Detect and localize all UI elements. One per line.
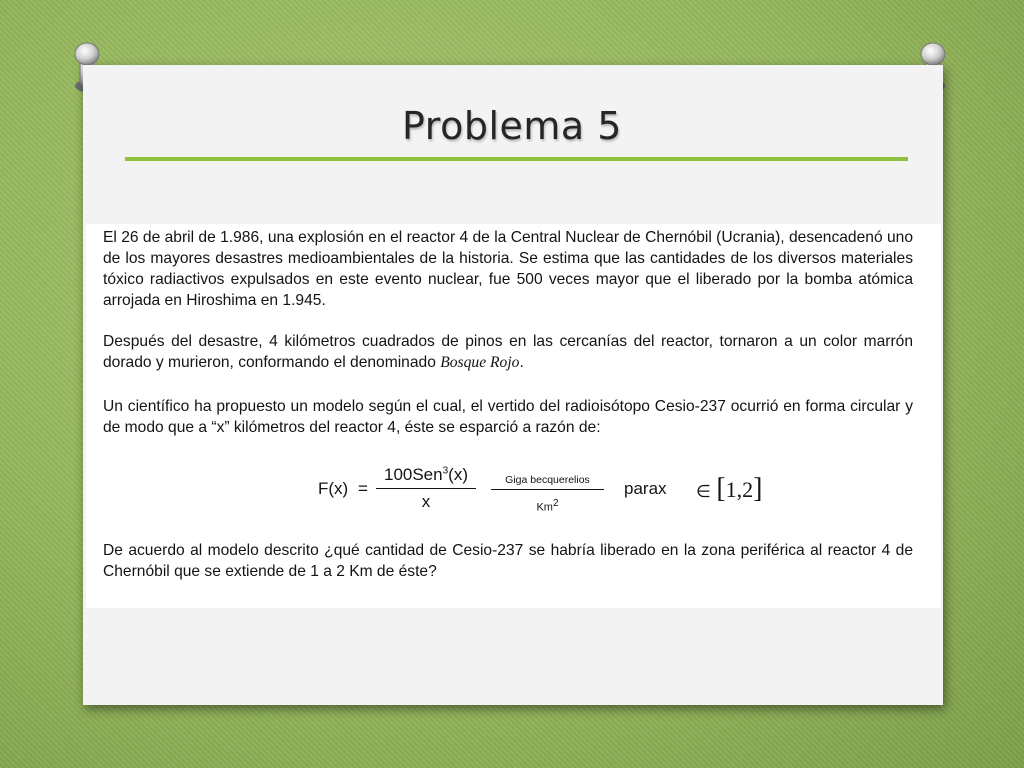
interval-close-bracket: ] (753, 473, 763, 504)
paragraph-intro: El 26 de abril de 1.986, una explosión en el reactor 4 de la Central Nuclear de Chernóbil (Ucrania), desencadenó uno de los mayores desastres medioambientales de la historia. Se estima que las cantidades de los diversos materiales tóxico radiactivos expulsados en este evento nuclear, fue 500 veces mayor que el liberado por la bomba atómica arrojada en Hiroshima en 1.945. (103, 229, 913, 309)
formula-numerator-arg: (x) (448, 465, 468, 484)
formula-numerator (378, 465, 474, 485)
unit-fraction-bar (491, 489, 604, 490)
interval-open-bracket: [ (716, 473, 726, 504)
formula-fraction-bar (376, 488, 476, 489)
unit-numerator: Giga becquerelios (505, 474, 590, 486)
paragraph-red-forest-text: Después del desastre, 4 kilómetros cuadrados de pinos en las cercanías del reactor, tornaron a un color marrón dorado y murieron, conformando el denominado (103, 333, 913, 371)
unit-denominator-exponent: 2 (552, 498, 559, 509)
title-underline (125, 157, 908, 161)
formula-equals: = (358, 479, 368, 498)
rate-formula (86, 462, 941, 522)
element-of-symbol: ∈ (696, 482, 711, 501)
condition-var: x (658, 479, 667, 498)
paragraph-model: Un científico ha propuesto un modelo según el cual, el vertido del radioisótopo Cesio-237 ocurrió en forma circular y de modo que a “x” kilómetros del reactor 4, éste se esparció a razón de: (103, 398, 913, 436)
formula-condition (624, 479, 667, 499)
unit-denominator-base: Km (536, 501, 553, 514)
paragraph-red-forest (103, 331, 913, 373)
formula-numerator-exponent: 3 (442, 465, 449, 477)
problem-statement-box (86, 224, 941, 608)
formula-denominator: x (421, 492, 431, 511)
formula-numerator-base: 100Sen (383, 465, 443, 484)
paragraph-red-forest-end: . (519, 354, 524, 371)
formula-lhs: F(x) (318, 479, 349, 498)
condition-word: para (624, 479, 659, 498)
interval-values: 1,2 (725, 477, 754, 502)
unit-denominator (489, 498, 606, 514)
slide-title: Problema 5 (402, 104, 622, 148)
bosque-rojo-term: Bosque Rojo (440, 354, 520, 371)
paragraph-question: De acuerdo al modelo descrito ¿qué cantidad de Cesio-237 se habría liberado en la zona periférica al reactor 4 de Chernóbil que se extiende de 1 a 2 Km de éste? (103, 542, 913, 580)
formula-interval (696, 473, 762, 505)
